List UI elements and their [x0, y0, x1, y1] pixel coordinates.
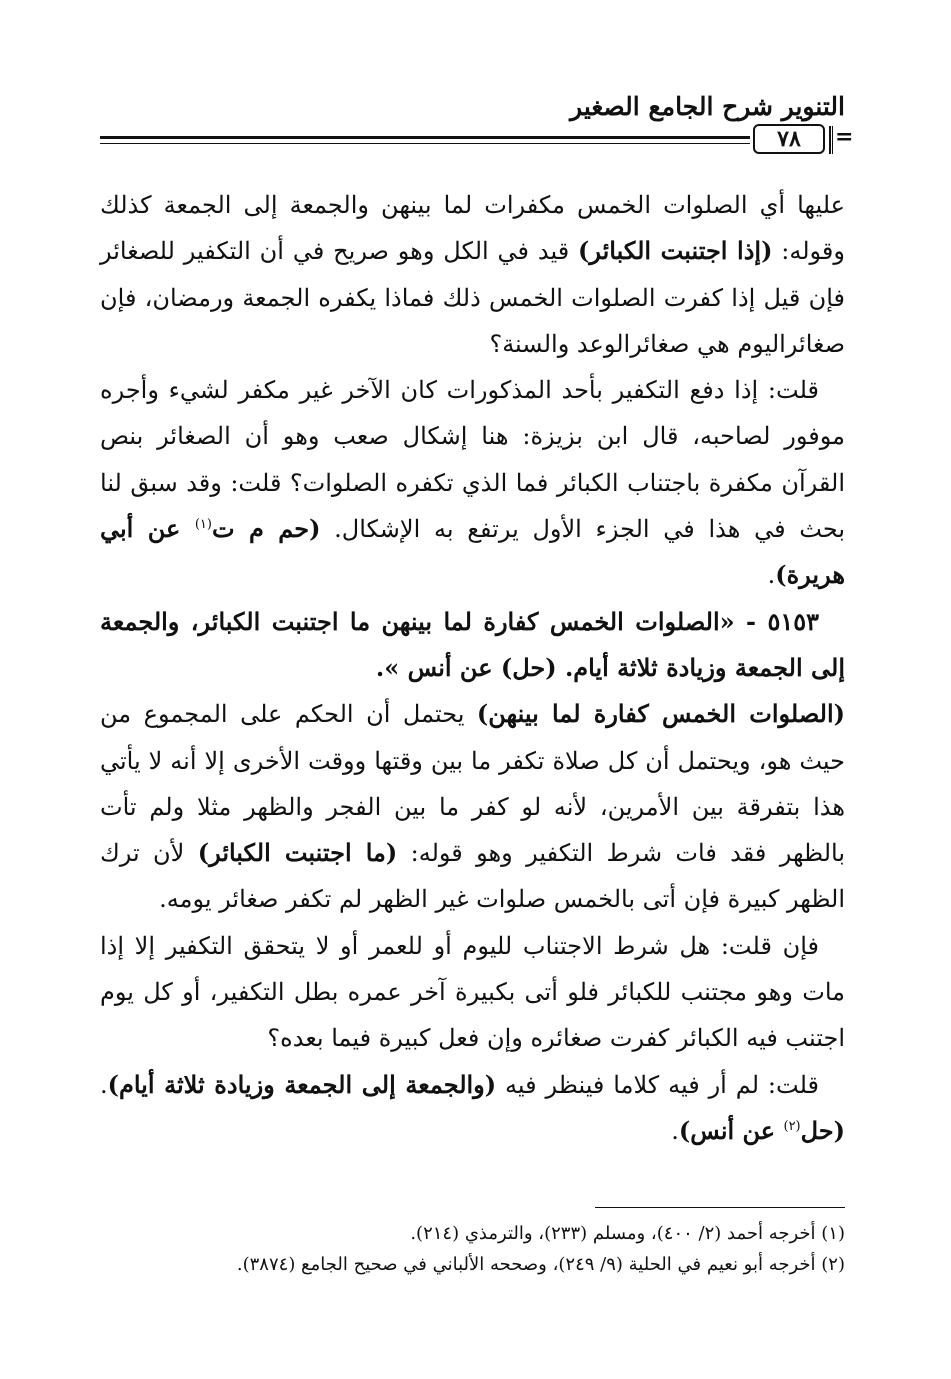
p4-text-2: لأن ترك الظهر كبيرة فإن أتى بالخمس صلوات غير الظهر لم تكفر صغائر يومه.: [100, 839, 845, 914]
page-marker: =: [835, 124, 854, 150]
p6-source-2: عن أنس): [678, 1115, 784, 1145]
p2-source-2: عن أبي هريرة): [100, 514, 845, 590]
paragraph-5: [100, 923, 845, 1062]
page-header: [100, 92, 854, 162]
page-number-bars: [829, 126, 833, 154]
paragraph-4: [100, 691, 845, 922]
p6-quote-1: (والجمعة إلى الجمعة وزيادة ثلاثة أيام): [107, 1069, 497, 1099]
p6-source-1: (حل: [800, 1115, 845, 1145]
p4-text-1: يحتمل أن الحكم على المجموع من حيث هو، ويحتمل أن كل صلاة تكفر ما بين وقتها ووقت الأخرى إلا أنه لا يأتي هذا بتفرقة بين الأمرين، لأنه لو كفر ما بين الفجر والظهر مثلا ولم تأت بالظهر فقد فات شرط التكفير وهو قوله:: [100, 700, 846, 868]
p1-text-2: قيد في الكل وهو صريح في أن التكفير للصغائر فإن قيل إذا كفرت الصلوات الخمس ذلك فماذا يكفره الجمعة ورمضان، فإن صغائراليوم هي صغائرالوعد والسنة؟: [100, 237, 845, 358]
p2-text-1: قلت: إذا دفع التكفير بأحد المذكورات كان الآخر غير مكفر لشيء وأجره موفور لصاحبه، قال ابن بزيزة: هنا إشكال صعب وهو أن الصغائر بنص القرآن مكفرة باجتناب الكبائر فما الذي تكفره الصلوات؟ قلت: وقد سبق لنا بحث في هذا في الجزء الأول يرتفع به الإشكال.: [100, 376, 846, 544]
hadith-dash: -: [734, 606, 768, 636]
main-text: [100, 182, 845, 1154]
footnote-2: (٢) أخرجه أبو نعيم في الحلية (٩/ ٢٤٩)، وصححه الألباني في صحيح الجامع (٣٨٧٤).: [236, 1254, 845, 1275]
footnote-ref-1[interactable]: (١): [194, 517, 212, 533]
paragraph-1: [100, 182, 845, 367]
p1-text-1: عليها أي الصلوات الخمس مكفرات لما بينهن والجمعة إلى الجمعة كذلك وقوله:: [100, 191, 845, 266]
page-number: ٧٨: [777, 126, 801, 152]
running-title: التنوير شرح الجامع الصغير: [570, 92, 845, 121]
p2-text-2: .: [767, 561, 776, 590]
page-number-frame: [753, 124, 825, 154]
p1-quote-1: (إذا اجتنبت الكبائر): [578, 236, 773, 266]
p5-text-1: فإن قلت: هل شرط الاجتناب لليوم أو للعمر أو لا يتحقق التكفير إلا إذا مات وهو مجتنب للكبائر فلو أتى بكبيرة آخر عمره بطل التكفير، أو كل يوم اجتنب فيه الكبائر كفرت صغائره وإن فعل كبيرة فيما بعده؟: [100, 931, 845, 1053]
p6-text-3: .: [671, 1116, 679, 1145]
p2-source-1: (حم م ت: [211, 514, 321, 544]
hadith-number: ٥١٥٣: [767, 606, 820, 636]
header-rule-thin: [100, 143, 750, 144]
footnote-ref-2[interactable]: (٢): [783, 1118, 801, 1134]
p6-text-1: قلت: لم أر فيه كلاما فينظر فيه: [496, 1070, 819, 1099]
p6-text-2: .: [100, 1070, 108, 1099]
footnote-separator: [595, 1207, 845, 1208]
p4-quote-1: (الصلوات الخمس كفارة لما بينهن): [476, 699, 845, 729]
paragraph-6: [100, 1062, 845, 1155]
footnote-1: (١) أخرجه أحمد (٢/ ٤٠٠)، ومسلم (٢٣٣)، والترمذي (٢١٤).: [410, 1223, 845, 1244]
hadith-text: «الصلوات الخمس كفارة لما بينهن ما اجتنبت الكبائر، والجمعة إلى الجمعة وزيادة ثلاثة أيام. (حل) عن أنس ».: [100, 606, 845, 682]
footnotes: [100, 1218, 845, 1280]
p4-quote-2: (ما اجتنبت الكبائر): [197, 838, 398, 868]
header-rule-thick: [100, 136, 750, 139]
paragraph-2: [100, 367, 845, 598]
hadith-entry: [100, 599, 845, 692]
